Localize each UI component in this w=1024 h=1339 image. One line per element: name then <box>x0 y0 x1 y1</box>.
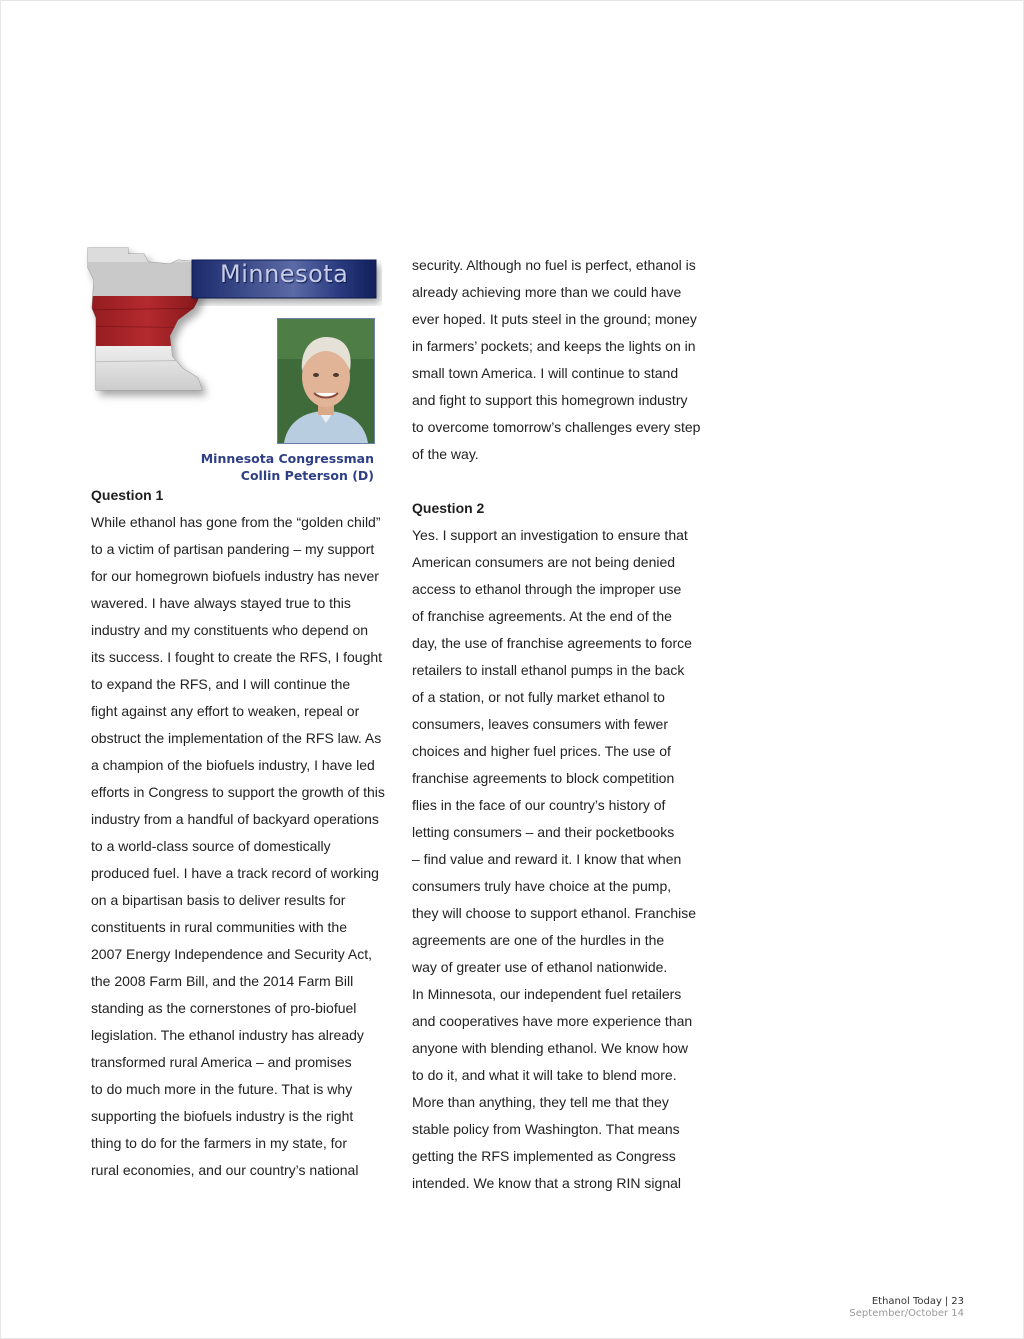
text-line: anyone with blending ethanol. We know how <box>412 1040 689 1056</box>
text-line: agreements are one of the hurdles in the <box>412 932 665 948</box>
text-line: produced fuel. I have a track record of working <box>91 865 379 881</box>
text-line: transformed rural America – and promises <box>91 1054 352 1070</box>
text-line: In Minnesota, our independent fuel retailers <box>412 986 682 1002</box>
text-line: letting consumers – and their pocketbooks <box>412 824 675 840</box>
text-line: to a world-class source of domestically <box>91 838 331 854</box>
text-line: for our homegrown biofuels industry has never <box>91 568 379 584</box>
page-number: 23 <box>951 1296 964 1307</box>
question-1-heading: Question 1 <box>91 487 164 503</box>
text-line: already achieving more than we could have <box>412 284 682 300</box>
text-line: to a victim of partisan pandering – my support <box>91 541 375 557</box>
issue-date: September/October 14 <box>849 1308 964 1319</box>
question-1-continuation <box>412 252 712 468</box>
text-line: small town America. I will continue to stand <box>412 365 679 381</box>
text-line: to overcome tomorrow’s challenges every step <box>412 419 701 435</box>
page-footer <box>849 1296 964 1320</box>
text-line: supporting the biofuels industry is the right <box>91 1108 354 1124</box>
text-line: the 2008 Farm Bill, and the 2014 Farm Bill <box>91 973 354 989</box>
text-line: consumers, leaves consumers with fewer <box>412 716 668 732</box>
text-line: of franchise agreements. At the end of the <box>412 608 672 624</box>
text-line: on a bipartisan basis to deliver results for <box>91 892 346 908</box>
publication-name: Ethanol Today <box>871 1296 942 1307</box>
text-line: flies in the face of our country’s history of <box>412 797 666 813</box>
portrait-icon <box>278 319 374 443</box>
text-line: More than anything, they tell me that they <box>412 1094 669 1110</box>
text-line: franchise agreements to block competition <box>412 770 675 786</box>
text-line: industry and my constituents who depend on <box>91 622 369 638</box>
text-line: way of greater use of ethanol nationwide. <box>412 959 668 975</box>
text-line: standing as the cornerstones of pro-biofuel <box>91 1000 357 1016</box>
text-line: and fight to support this homegrown industry <box>412 392 688 408</box>
text-line: 2007 Energy Independence and Security Act, <box>91 946 372 962</box>
text-line: security. Although no fuel is perfect, ethanol is <box>412 257 696 273</box>
text-line: getting the RFS implemented as Congress <box>412 1148 676 1164</box>
text-line: wavered. I have always stayed true to this <box>91 595 351 611</box>
text-line: While ethanol has gone from the “golden child” <box>91 514 381 530</box>
question-1-answer <box>91 509 391 1184</box>
text-line: and cooperatives have more experience than <box>412 1013 693 1029</box>
text-line: constituents in rural communities with the <box>91 919 347 935</box>
text-line: legislation. The ethanol industry has already <box>91 1027 364 1043</box>
text-line: a champion of the biofuels industry, I have led <box>91 757 375 773</box>
text-line: of a station, or not fully market ethanol to <box>412 689 665 705</box>
text-line: rural economies, and our country’s national <box>91 1162 359 1178</box>
text-line: access to ethanol through the improper use <box>412 581 682 597</box>
text-line: choices and higher fuel prices. The use of <box>412 743 671 759</box>
text-line: industry from a handful of backyard operations <box>91 811 379 827</box>
caption-name: Collin Peterson (D) <box>240 468 374 483</box>
text-line: American consumers are not being denied <box>412 554 676 570</box>
text-line: in farmers’ pockets; and keeps the lights on in <box>412 338 696 354</box>
photo-caption <box>120 450 374 484</box>
text-line: fight against any effort to weaken, repeal or <box>91 703 360 719</box>
text-line: obstruct the implementation of the RFS law. As <box>91 730 382 746</box>
paragraph-gap <box>412 468 712 495</box>
text-line: they will choose to support ethanol. Franchise <box>412 905 697 921</box>
text-line: day, the use of franchise agreements to force <box>412 635 692 651</box>
text-line: efforts in Congress to support the growth of this <box>91 784 385 800</box>
question-2-heading: Question 2 <box>412 500 485 516</box>
question-2-answer <box>412 522 712 1197</box>
caption-title: Minnesota Congressman <box>200 451 374 466</box>
footer-separator: | <box>944 1296 949 1307</box>
text-line: its success. I fought to create the RFS, I fought <box>91 649 383 665</box>
congressman-photo <box>277 318 375 444</box>
text-line: to expand the RFS, and I will continue the <box>91 676 351 692</box>
text-line: intended. We know that a strong RIN signal <box>412 1175 682 1191</box>
text-line: ever hoped. It puts steel in the ground; money <box>412 311 697 327</box>
left-column <box>91 482 391 1184</box>
text-line: to do it, and what it will take to blend more. <box>412 1067 677 1083</box>
text-line: stable policy from Washington. That means <box>412 1121 680 1137</box>
text-line: Yes. I support an investigation to ensure that <box>412 527 688 543</box>
text-line: to do much more in the future. That is why <box>91 1081 353 1097</box>
text-line: consumers truly have choice at the pump, <box>412 878 672 894</box>
state-label: Minnesota <box>220 260 349 288</box>
right-column <box>412 252 712 1197</box>
text-line: retailers to install ethanol pumps in the back <box>412 662 685 678</box>
text-line: thing to do for the farmers in my state, for <box>91 1135 347 1151</box>
text-line: of the way. <box>412 446 479 462</box>
text-line: – find value and reward it. I know that when <box>412 851 682 867</box>
